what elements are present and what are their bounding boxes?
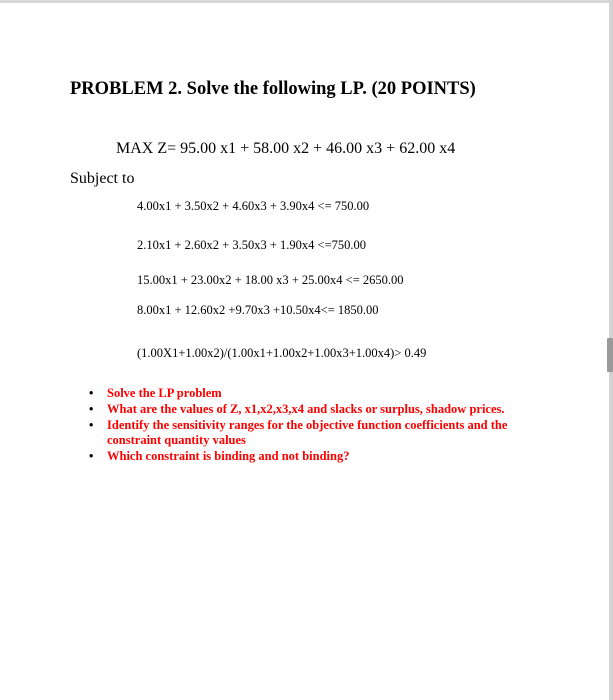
scrollbar-thumb[interactable]: [607, 338, 613, 372]
constraint-3: 15.00x1 + 23.00x2 + 18.00 x3 + 25.00x4 <= 2650.00: [137, 273, 404, 287]
constraint-1: 4.00x1 + 3.50x2 + 4.60x3 + 3.90x4 <= 750.00: [137, 199, 370, 213]
task-text: Identify the sensitivity ranges for the objective function coefficients and the constraint quantity values: [107, 418, 508, 447]
bullet-icon: •: [89, 449, 94, 463]
constraint-4: 8.00x1 + 12.60x2 +9.70x3 +10.50x4<= 1850.00: [137, 303, 379, 317]
bullet-icon: •: [89, 386, 94, 400]
objective-function: MAX Z= 95.00 x1 + 58.00 x2 + 46.00 x3 + 62.00 x4: [116, 140, 456, 157]
task-item: [83, 449, 543, 464]
task-text: Which constraint is binding and not binding?: [107, 449, 350, 463]
task-list: [83, 386, 543, 465]
subject-to-label: Subject to: [70, 170, 135, 187]
document-page: [0, 3, 608, 700]
task-item: [83, 402, 543, 417]
task-item: [83, 386, 543, 401]
task-text: Solve the LP problem: [107, 386, 222, 400]
bullet-icon: •: [89, 418, 94, 432]
constraint-2: 2.10x1 + 2.60x2 + 3.50x3 + 1.90x4 <=750.00: [137, 238, 366, 252]
problem-heading: PROBLEM 2. Solve the following LP. (20 POINTS): [70, 79, 476, 99]
bullet-icon: •: [89, 402, 94, 416]
task-item: [83, 418, 543, 448]
task-text: What are the values of Z, x1,x2,x3,x4 and slacks or surplus, shadow prices.: [107, 402, 505, 416]
constraint-5: (1.00X1+1.00x2)/(1.00x1+1.00x2+1.00x3+1.00x4)> 0.49: [137, 346, 427, 360]
